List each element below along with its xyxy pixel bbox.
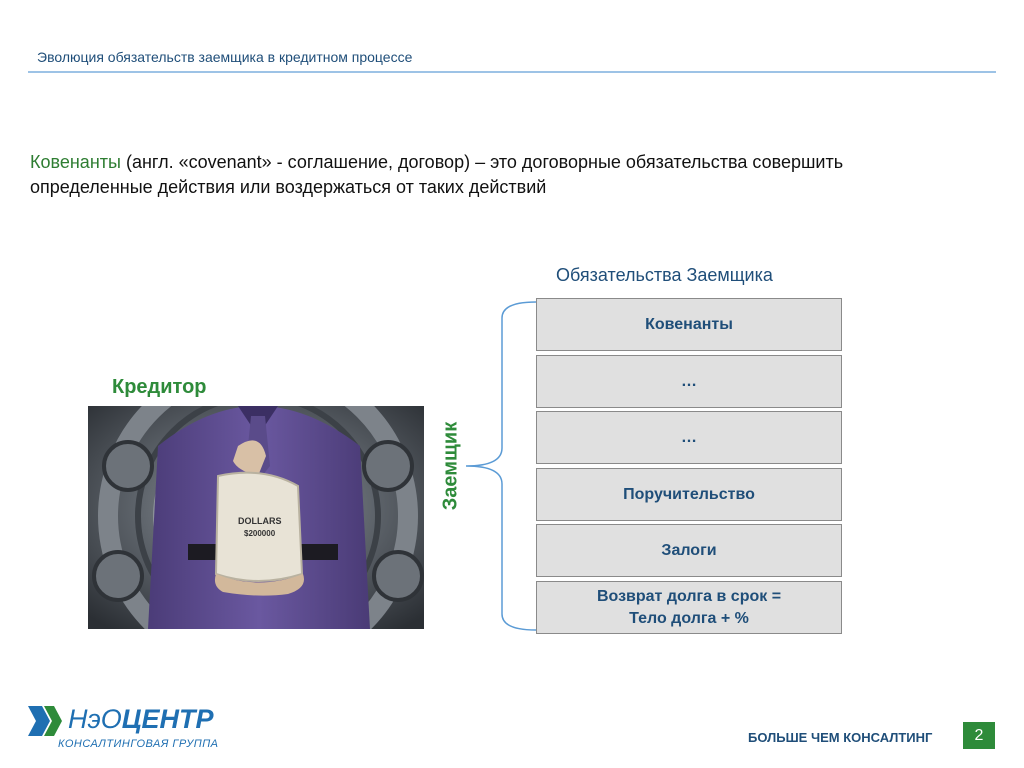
company-logo [28,704,258,756]
slide-title: Эволюция обязательств заемщика в кредитном процессе [37,49,413,65]
borrower-label: Заемщик [439,421,462,511]
logo-mark-icon [28,706,68,736]
creditor-label: Кредитор [112,376,207,398]
logo-name [68,704,213,735]
obligations-heading: Обязательства Заемщика [556,265,773,285]
title-rule [28,71,996,73]
definition-paragraph [30,150,970,200]
logo-name-part2: ЦЕНТР [121,704,214,734]
obligation-label: Возврат долга в срок = Тело долга + % [596,587,782,627]
creditor-photo [88,406,424,629]
obligation-label: Ковенанты [645,315,733,333]
obligation-label: … [681,428,697,446]
obligation-label: Поручительство [623,485,755,503]
obligation-box-covenants [536,298,842,351]
obligation-label: … [681,372,697,390]
brace [462,298,542,634]
obligation-box-guarantee [536,468,842,521]
definition-text: (англ. «covenant» - соглашение, договор) – это договорные обязательства совершить определенные действия или воздержаться от таких действий [30,152,844,197]
logo-tagline: КОНСАЛТИНГОВАЯ ГРУППА [58,738,219,750]
obligation-box-collateral [536,524,842,577]
obligation-box-ellipsis-1 [536,355,842,408]
logo-name-part1: НэО [68,704,122,734]
page-number: 2 [963,722,995,749]
bag-text-line1: DOLLARS [238,516,282,526]
definition-term: Ковенанты [30,152,121,172]
footer-slogan: БОЛЬШЕ ЧЕМ КОНСАЛТИНГ [748,730,933,745]
bag-text-line2: $200000 [244,529,276,538]
obligation-label: Залоги [661,541,717,559]
obligation-box-repayment [536,581,842,634]
obligation-box-ellipsis-2 [536,411,842,464]
